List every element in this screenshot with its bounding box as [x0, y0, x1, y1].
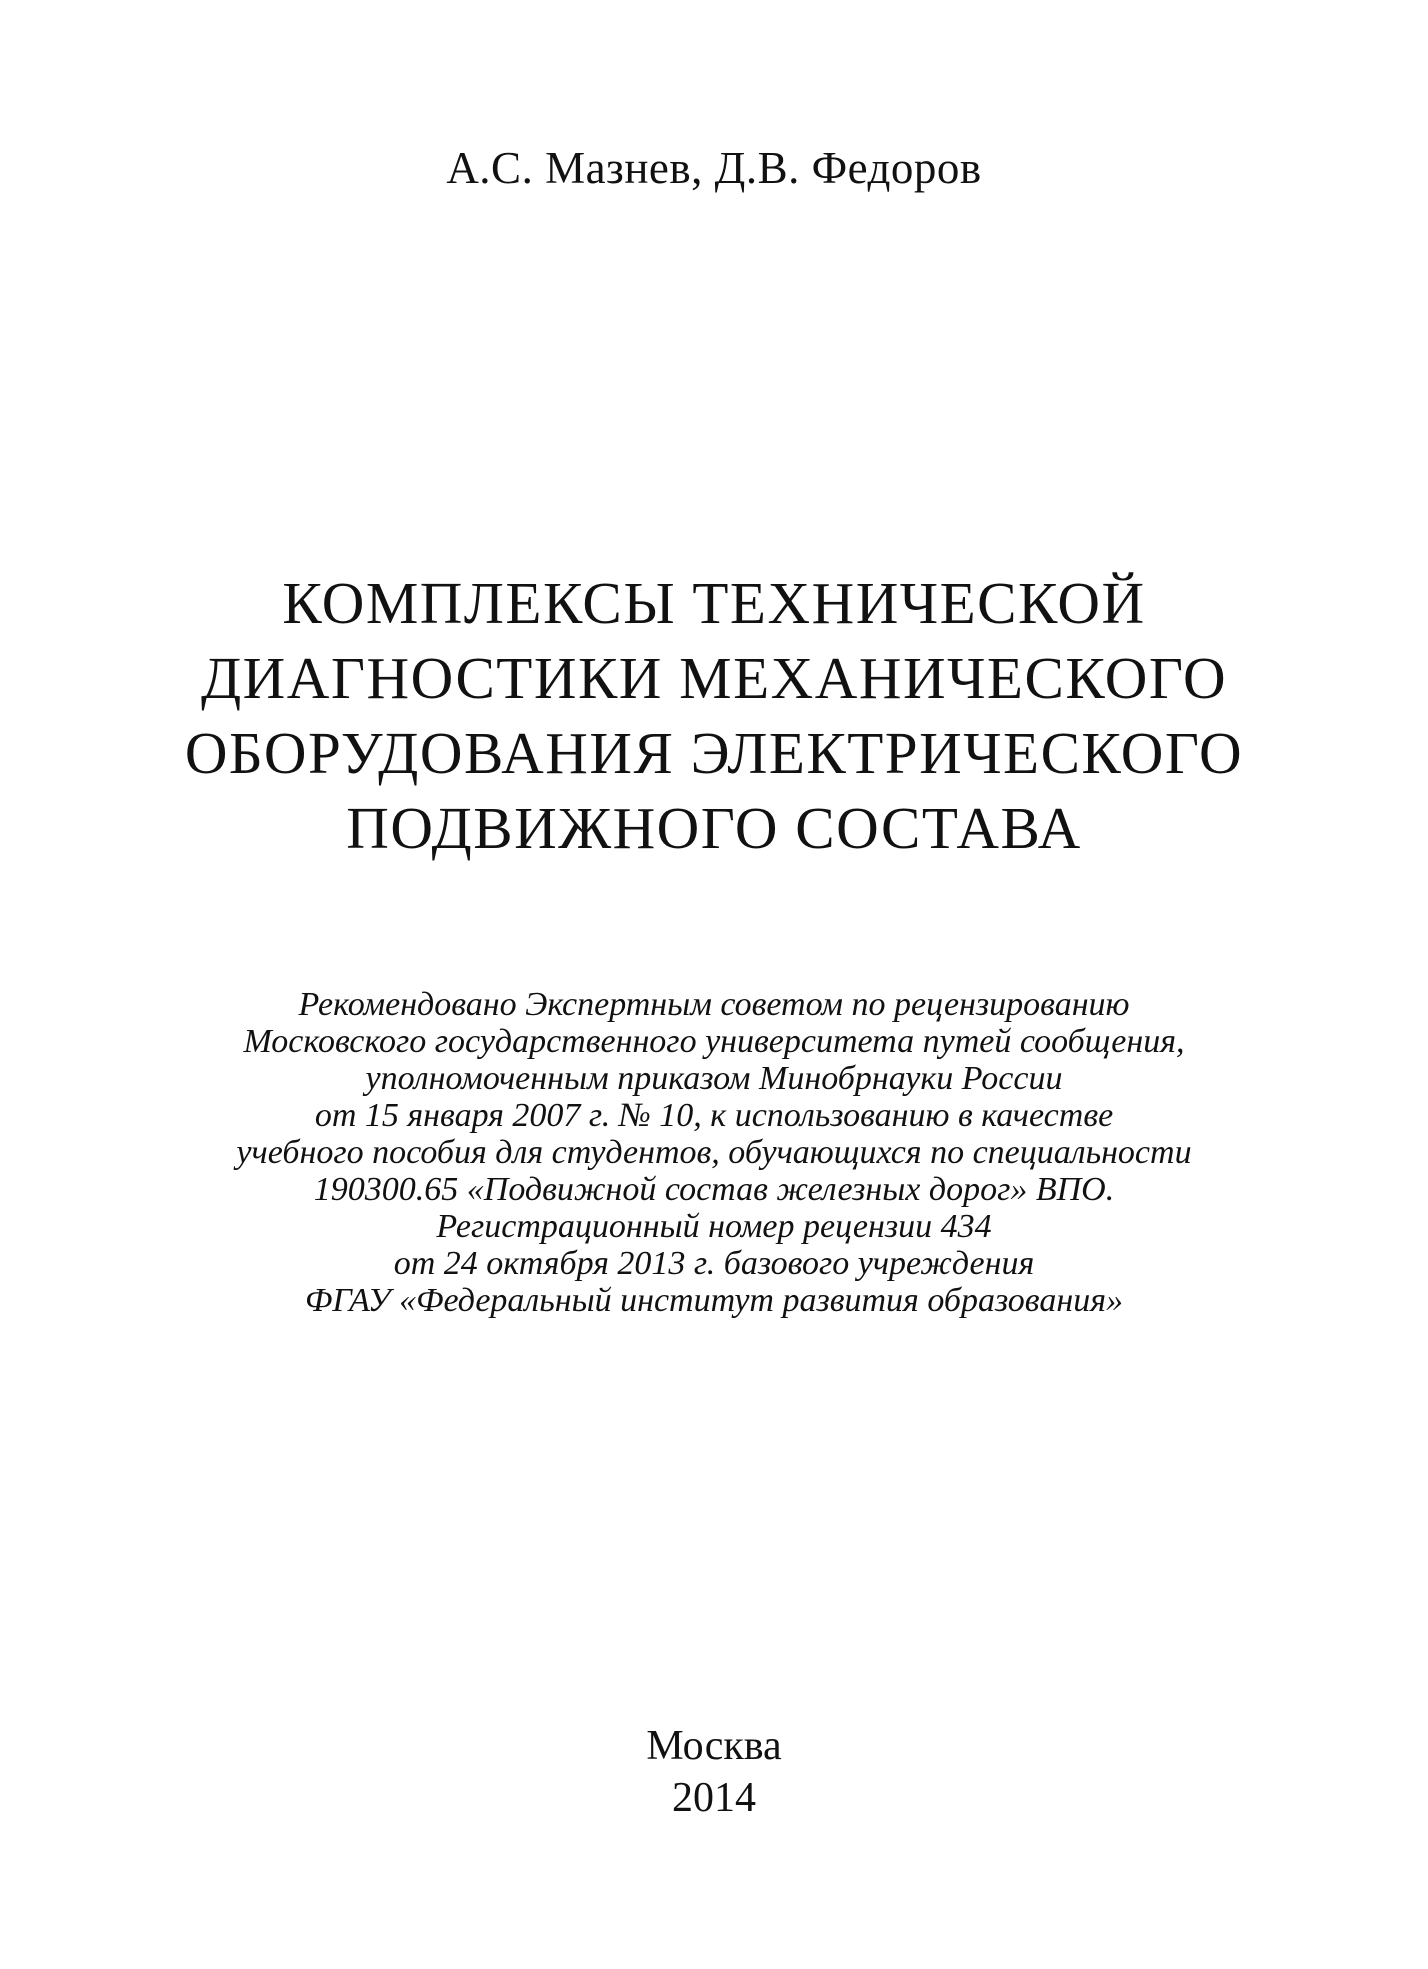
- approval-line: Рекомендовано Экспертным советом по рецензированию: [298, 986, 1130, 1023]
- approval-line: от 24 октября 2013 г. базового учреждения: [393, 1245, 1035, 1282]
- approval-line: от 15 января 2007 г. № 10, к использованию в качестве: [314, 1097, 1114, 1134]
- book-title: [100, 566, 1328, 866]
- title-line: ОБОРУДОВАНИЯ ЭЛЕКТРИЧЕСКОГО: [184, 720, 1244, 786]
- approval-line: Регистрационный номер рецензии 434: [436, 1208, 992, 1245]
- imprint-year: 2014: [672, 1775, 756, 1821]
- imprint: [0, 1720, 1428, 1824]
- authors: А.С. Мазнев, Д.В. Федоров: [446, 143, 982, 193]
- approval-line: ФГАУ «Федеральный институт развития образования»: [304, 1282, 1124, 1319]
- imprint-city: Москва: [646, 1723, 782, 1769]
- approval-line: учебного пособия для студентов, обучающихся по специальности: [236, 1134, 1192, 1171]
- title-line: ДИАГНОСТИКИ МЕХАНИЧЕСКОГО: [200, 645, 1228, 711]
- title-line: КОМПЛЕКСЫ ТЕХНИЧЕСКОЙ: [282, 570, 1146, 636]
- approval-line: уполномоченным приказом Минобрнауки России: [365, 1060, 1063, 1097]
- title-line: ПОДВИЖНОГО СОСТАВА: [346, 795, 1082, 861]
- approval-line: Московского государственного университета путей сообщения,: [243, 1023, 1185, 1060]
- approval-line: 190300.65 «Подвижной состав железных дорог» ВПО.: [313, 1171, 1115, 1208]
- approval-statement: [120, 986, 1308, 1319]
